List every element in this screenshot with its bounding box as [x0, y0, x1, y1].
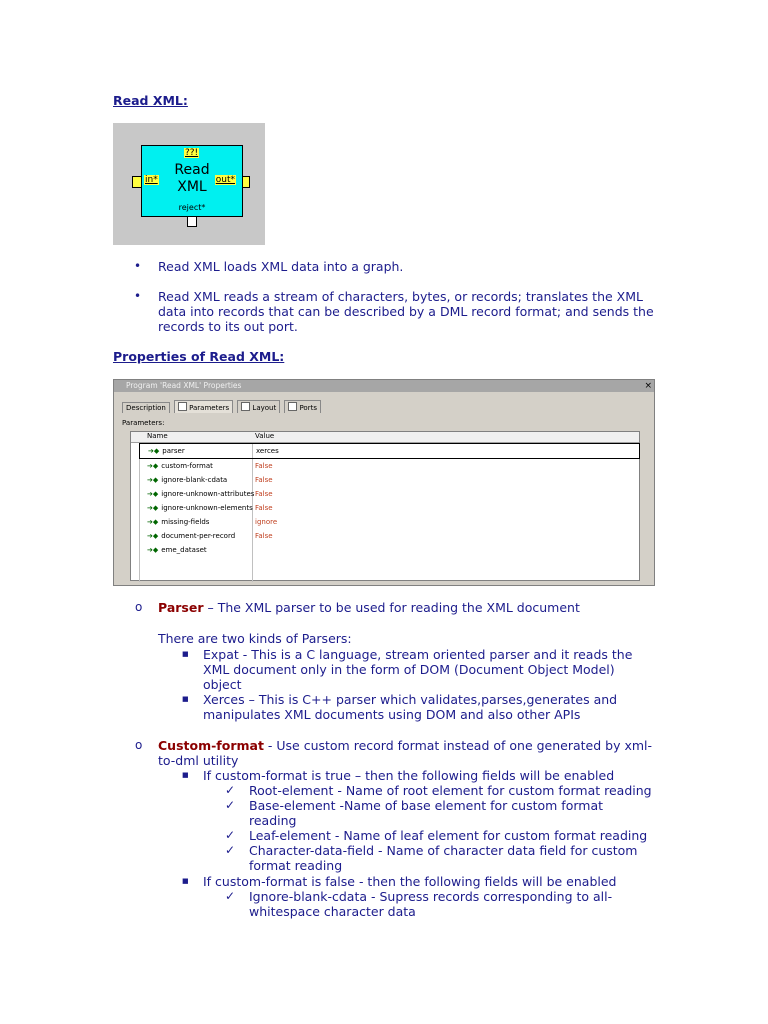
- param-arrow-icon: ➔◆: [147, 504, 159, 512]
- bullet-icon: •: [134, 259, 142, 273]
- list-item: Expat - This is a C language, stream oriented parser and it reads the XML document only in the form of DOM (Document Object Model) object: [203, 647, 633, 692]
- reject-port-label: reject*: [178, 203, 206, 212]
- tab-parameters[interactable]: Parameters: [174, 400, 233, 413]
- component-title-line1: Read: [174, 162, 210, 178]
- list-item: Ignore-blank-cdata - Supress records corresponding to all-whitespace character data: [249, 889, 613, 919]
- parser-description: [158, 600, 668, 615]
- in-port-icon: [132, 176, 142, 188]
- parser-desc: – The XML parser to be used for reading the XML document: [203, 600, 580, 615]
- parser-intro: There are two kinds of Parsers:: [158, 631, 352, 646]
- list-item: Character-data-field - Name of character data field for custom format reading: [249, 843, 638, 873]
- checkmark-icon: ✓: [225, 843, 236, 857]
- param-arrow-icon: ➔◆: [147, 490, 159, 498]
- table-row[interactable]: ➔◆ custom-format False: [147, 462, 273, 470]
- component-block: [141, 145, 243, 217]
- properties-dialog: [113, 379, 655, 586]
- table-row[interactable]: ➔◆ ignore-blank-cdata False: [147, 476, 273, 484]
- dialog-tabs: [122, 400, 323, 413]
- section-heading-read-xml: Read XML:: [113, 93, 188, 108]
- column-header-name: Name: [147, 432, 168, 440]
- table-row[interactable]: ➔◆ parser xerces: [139, 443, 640, 459]
- table-row[interactable]: ➔◆ missing-fields ignore: [147, 518, 278, 526]
- list-item: If custom-format is false - then the following fields will be enabled: [203, 874, 617, 889]
- checkmark-icon: ✓: [225, 889, 236, 903]
- component-title-line2: XML: [177, 179, 207, 195]
- list-item: Leaf-element - Name of leaf element for custom format reading: [249, 828, 648, 843]
- out-port-icon: [242, 176, 250, 188]
- checkmark-icon: ✓: [225, 798, 236, 812]
- tab-layout[interactable]: Layout: [237, 400, 280, 413]
- custom-format-term: Custom-format: [158, 738, 264, 753]
- grid-header: [131, 432, 639, 443]
- in-port-label: in*: [145, 175, 158, 185]
- column-header-value: Value: [255, 432, 275, 440]
- custom-format-description: [158, 738, 663, 768]
- bullet-text: Read XML reads a stream of characters, bytes, or records; translates the XML data into records that can be described by a DML record format; and sends the records to its out port.: [158, 289, 654, 334]
- list-item: If custom-format is true – then the following fields will be enabled: [203, 768, 615, 783]
- read-xml-component-image: [113, 123, 265, 245]
- square-bullet-icon: ■: [182, 877, 189, 885]
- custom-format-desc: - Use custom record format instead of one generated by xml-to-dml utility: [158, 738, 653, 768]
- tab-description[interactable]: Description: [122, 402, 170, 413]
- table-row[interactable]: ➔◆ ignore-unknown-attributes False: [147, 490, 273, 498]
- parameters-label: Parameters:: [122, 419, 165, 427]
- list-marker-icon: o: [135, 738, 143, 752]
- section-heading-properties: Properties of Read XML:: [113, 349, 285, 364]
- square-bullet-icon: ■: [182, 771, 189, 779]
- list-marker-icon: o: [135, 600, 143, 614]
- square-bullet-icon: ■: [182, 650, 189, 658]
- table-row[interactable]: ➔◆ document-per-record False: [147, 532, 273, 540]
- param-arrow-icon: ➔◆: [148, 447, 160, 455]
- dialog-title-bar: [114, 380, 654, 392]
- square-bullet-icon: ■: [182, 695, 189, 703]
- param-arrow-icon: ➔◆: [147, 546, 159, 554]
- parameters-grid: [130, 431, 640, 581]
- bullet-icon: •: [134, 289, 142, 303]
- table-row[interactable]: ➔◆ eme_dataset: [147, 546, 207, 554]
- close-icon[interactable]: ×: [644, 381, 652, 391]
- checkmark-icon: ✓: [225, 828, 236, 842]
- parser-term: Parser: [158, 600, 204, 615]
- param-arrow-icon: ➔◆: [147, 532, 159, 540]
- checkmark-icon: ✓: [225, 783, 236, 797]
- out-port-label: out*: [215, 175, 235, 185]
- component-status-label: ??!: [185, 148, 199, 158]
- bullet-text: Read XML loads XML data into a graph.: [158, 259, 404, 274]
- param-arrow-icon: ➔◆: [147, 518, 159, 526]
- tab-ports[interactable]: Ports: [284, 400, 321, 413]
- param-arrow-icon: ➔◆: [147, 476, 159, 484]
- reject-port-icon: [187, 216, 197, 227]
- dialog-title: Program 'Read XML' Properties: [126, 381, 242, 390]
- param-arrow-icon: ➔◆: [147, 462, 159, 470]
- list-item: Base-element -Name of base element for custom format reading: [249, 798, 604, 828]
- table-row[interactable]: ➔◆ ignore-unknown-elements False: [147, 504, 273, 512]
- list-item: Root-element - Name of root element for custom format reading: [249, 783, 652, 798]
- list-item: Xerces – This is C++ parser which validates,parses,generates and manipulates XML documents using DOM and also other APIs: [203, 692, 618, 722]
